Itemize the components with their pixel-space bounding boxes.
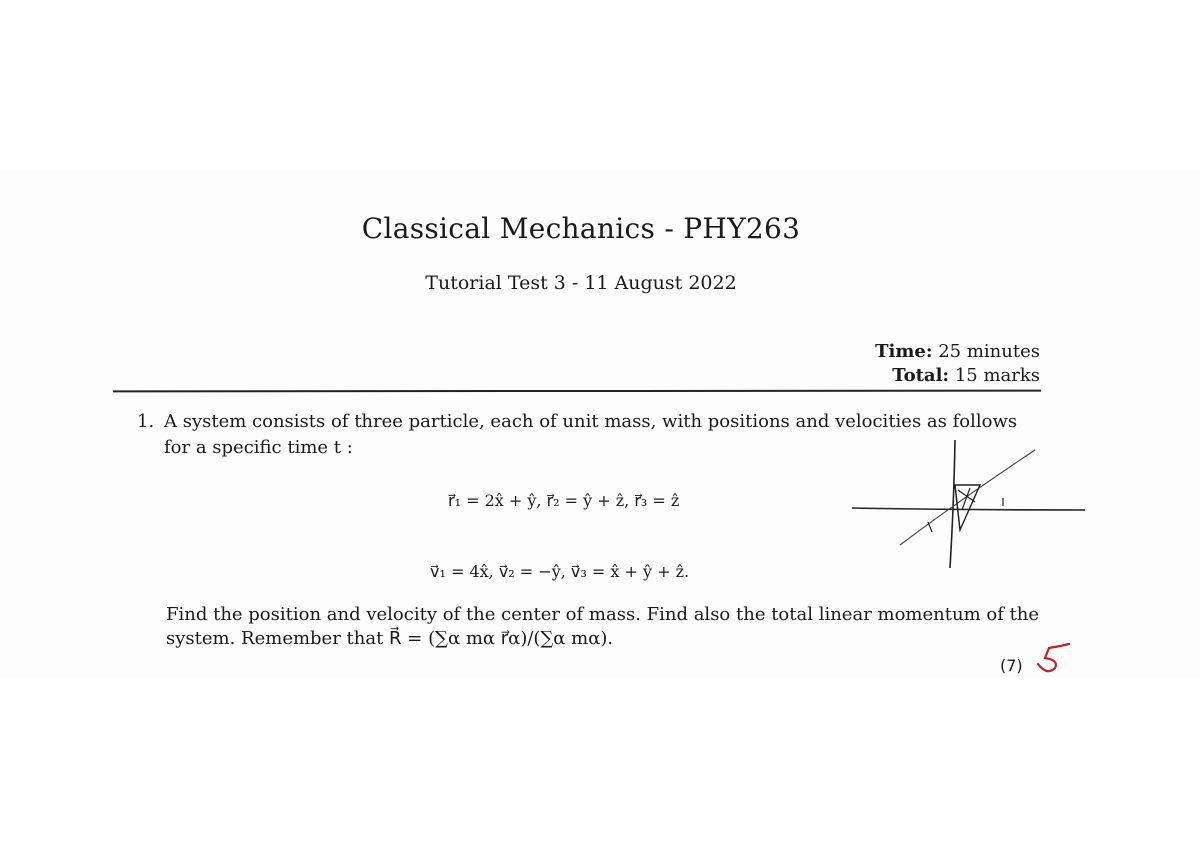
test-meta	[875, 340, 1040, 388]
question-task: Find the position and velocity of the center of mass. Find also the total linear momentum of the system. Remember that R⃗ = (∑α mα r⃗α)/(∑α mα).	[166, 604, 1040, 649]
velocities-equation: v⃗₁ = 4x̂, v⃗₂ = −ŷ, v⃗₃ = x̂ + ŷ + ẑ.	[430, 562, 690, 581]
question-marks: (7)	[1000, 656, 1023, 675]
time-line	[875, 340, 1040, 364]
question-number: 1.	[137, 411, 155, 432]
page-title: Classical Mechanics - PHY263	[361, 212, 801, 245]
time-label: Time:	[875, 341, 933, 362]
grade-icon	[1033, 642, 1073, 678]
time-value: 25 minutes	[938, 341, 1040, 362]
sketch-icon	[840, 440, 1100, 580]
page-subtitle: Tutorial Test 3 - 11 August 2022	[425, 272, 737, 294]
positions-equation: r⃗₁ = 2x̂ + ŷ, r⃗₂ = ŷ + ẑ, r⃗₃ = ẑ	[448, 491, 680, 510]
total-line	[875, 364, 1040, 388]
total-label: Total:	[892, 365, 950, 386]
total-value: 15 marks	[954, 365, 1040, 386]
question-intro: A system consists of three particle, each of unit mass, with positions and velocities as follows for a specific time t :	[164, 411, 1018, 458]
